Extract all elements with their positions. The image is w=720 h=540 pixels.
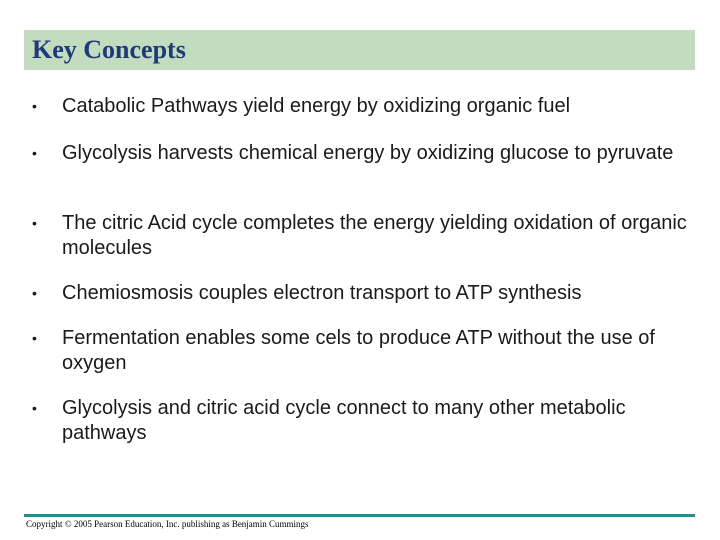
bullet-text: Fermentation enables some cels to produce ATP without the use of oxygen <box>62 327 655 374</box>
bullet-marker: • <box>32 98 37 114</box>
bullet-marker: • <box>32 145 37 161</box>
bullet-marker: • <box>32 285 37 301</box>
bullet-text: Glycolysis and citric acid cycle connect to many other metabolic pathways <box>62 397 626 444</box>
bullet-item <box>30 94 700 119</box>
slide-title: Key Concepts <box>32 35 186 64</box>
bullet-marker: • <box>32 400 37 416</box>
bullet-item <box>30 211 700 261</box>
bullet-item <box>30 141 700 166</box>
bullet-item <box>30 326 700 376</box>
copyright-notice: Copyright © 2005 Pearson Education, Inc. publishing as Benjamin Cummings <box>26 519 309 529</box>
bullet-text: The citric Acid cycle completes the energy yielding oxidation of organic molecules <box>62 212 687 259</box>
bullet-item <box>30 396 700 446</box>
bullet-text: Catabolic Pathways yield energy by oxidizing organic fuel <box>62 95 571 117</box>
bullet-item <box>30 281 700 306</box>
footer-divider <box>24 514 695 517</box>
bullet-marker: • <box>32 330 37 346</box>
bullet-text: Glycolysis harvests chemical energy by oxidizing glucose to pyruvate <box>62 142 674 164</box>
bullet-marker: • <box>32 215 37 231</box>
bullet-text: Chemiosmosis couples electron transport to ATP synthesis <box>62 282 582 304</box>
